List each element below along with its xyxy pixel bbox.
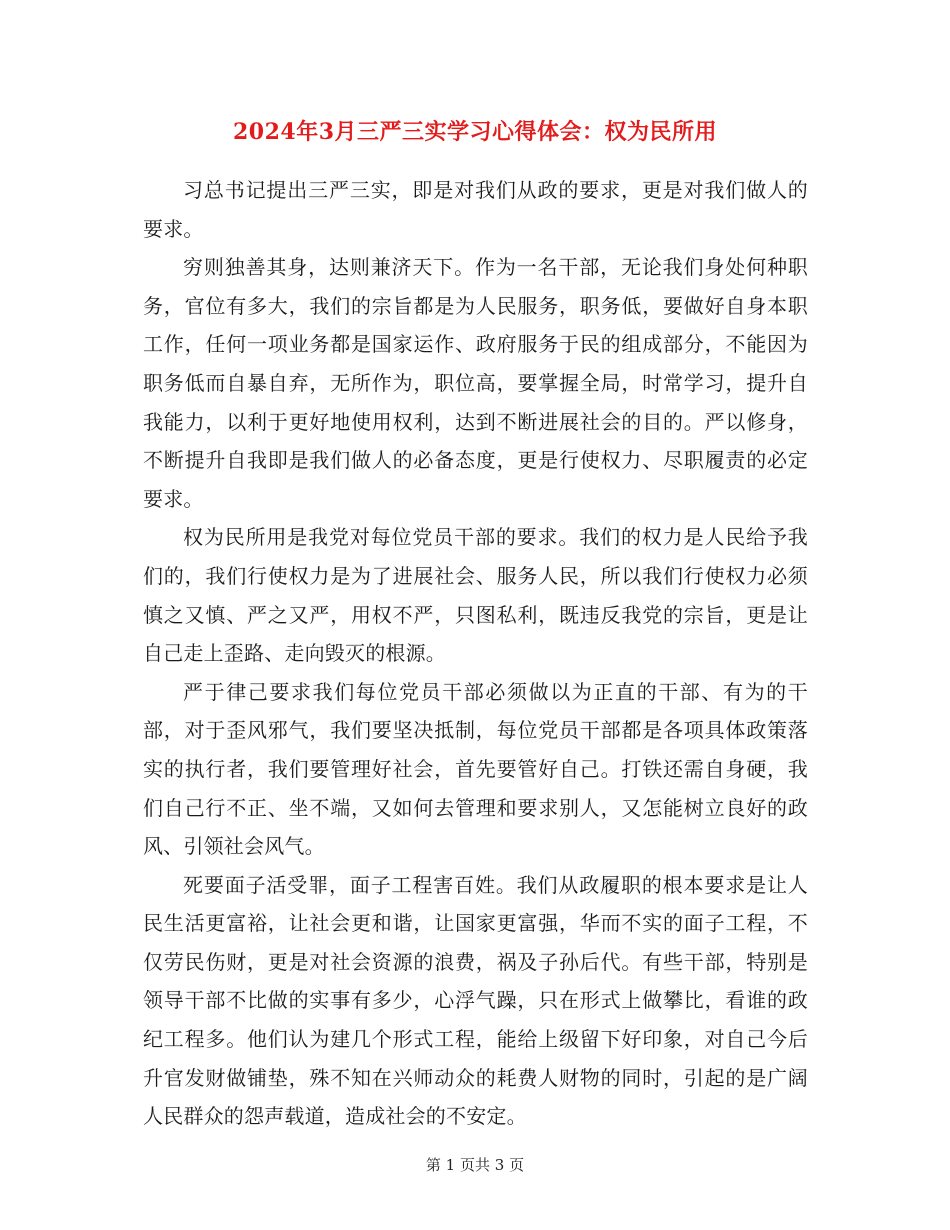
paragraph: 穷则独善其身，达则兼济天下。作为一名干部，无论我们身处何种职务，官位有多大，我们的宗旨都是为人民服务，职务低，要做好自身本职工作，任何一项业务都是国家运作、政府服务于民的组成部分，不能因为职务低而自暴自弃，无所作为，职位高，要掌握全局，时常学习，提升自我能力，以利于更好地使用权利，达到不断进展社会的目的。严以修身，不断提升自我即是我们做人的必备态度，更是行使权力、尽职履责的必定要求。: [143, 255, 808, 511]
page-number-footer: 第 1 页共 3 页: [425, 1156, 525, 1174]
paragraph: 权为民所用是我党对每位党员干部的要求。我们的权力是人民给予我们的，我们行使权力是为了进展社会、服务人民，所以我们行使权力必须慎之又慎、严之又严，用权不严，只图私利，既违反我党的宗旨，更是让自己走上歪路、走向毁灭的根源。: [143, 525, 808, 666]
paragraph: 严于律己要求我们每位党员干部必须做以为正直的干部、有为的干部，对于歪风邪气，我们要坚决抵制，每位党员干部都是各项具体政策落实的执行者，我们要管理好社会，首先要管好自己。打铁还需自身硬，我们自己行不正、坐不端，又如何去管理和要求别人，又怎能树立良好的政风、引领社会风气。: [143, 679, 808, 859]
document-body: [143, 171, 808, 1136]
document-title: 2024年3月三严三实学习心得体会：权为民所用: [232, 119, 718, 145]
paragraph: 习总书记提出三严三实，即是对我们从政的要求，更是对我们做人的要求。: [143, 178, 808, 241]
paragraph: 死要面子活受罪，面子工程害百姓。我们从政履职的根本要求是让人民生活更富裕，让社会更和谐，让国家更富强，华而不实的面子工程，不仅劳民伤财，更是对社会资源的浪费，祸及子孙后代。有些干部，特别是领导干部不比做的实事有多少，心浮气躁，只在形式上做攀比，看谁的政纪工程多。他们认为建几个形式工程，能给上级留下好印象，对自己今后升官发财做铺垫，殊不知在兴师动众的耗费人财物的同时，引起的是广阔人民群众的怨声载道，造成社会的不安定。: [143, 872, 808, 1129]
